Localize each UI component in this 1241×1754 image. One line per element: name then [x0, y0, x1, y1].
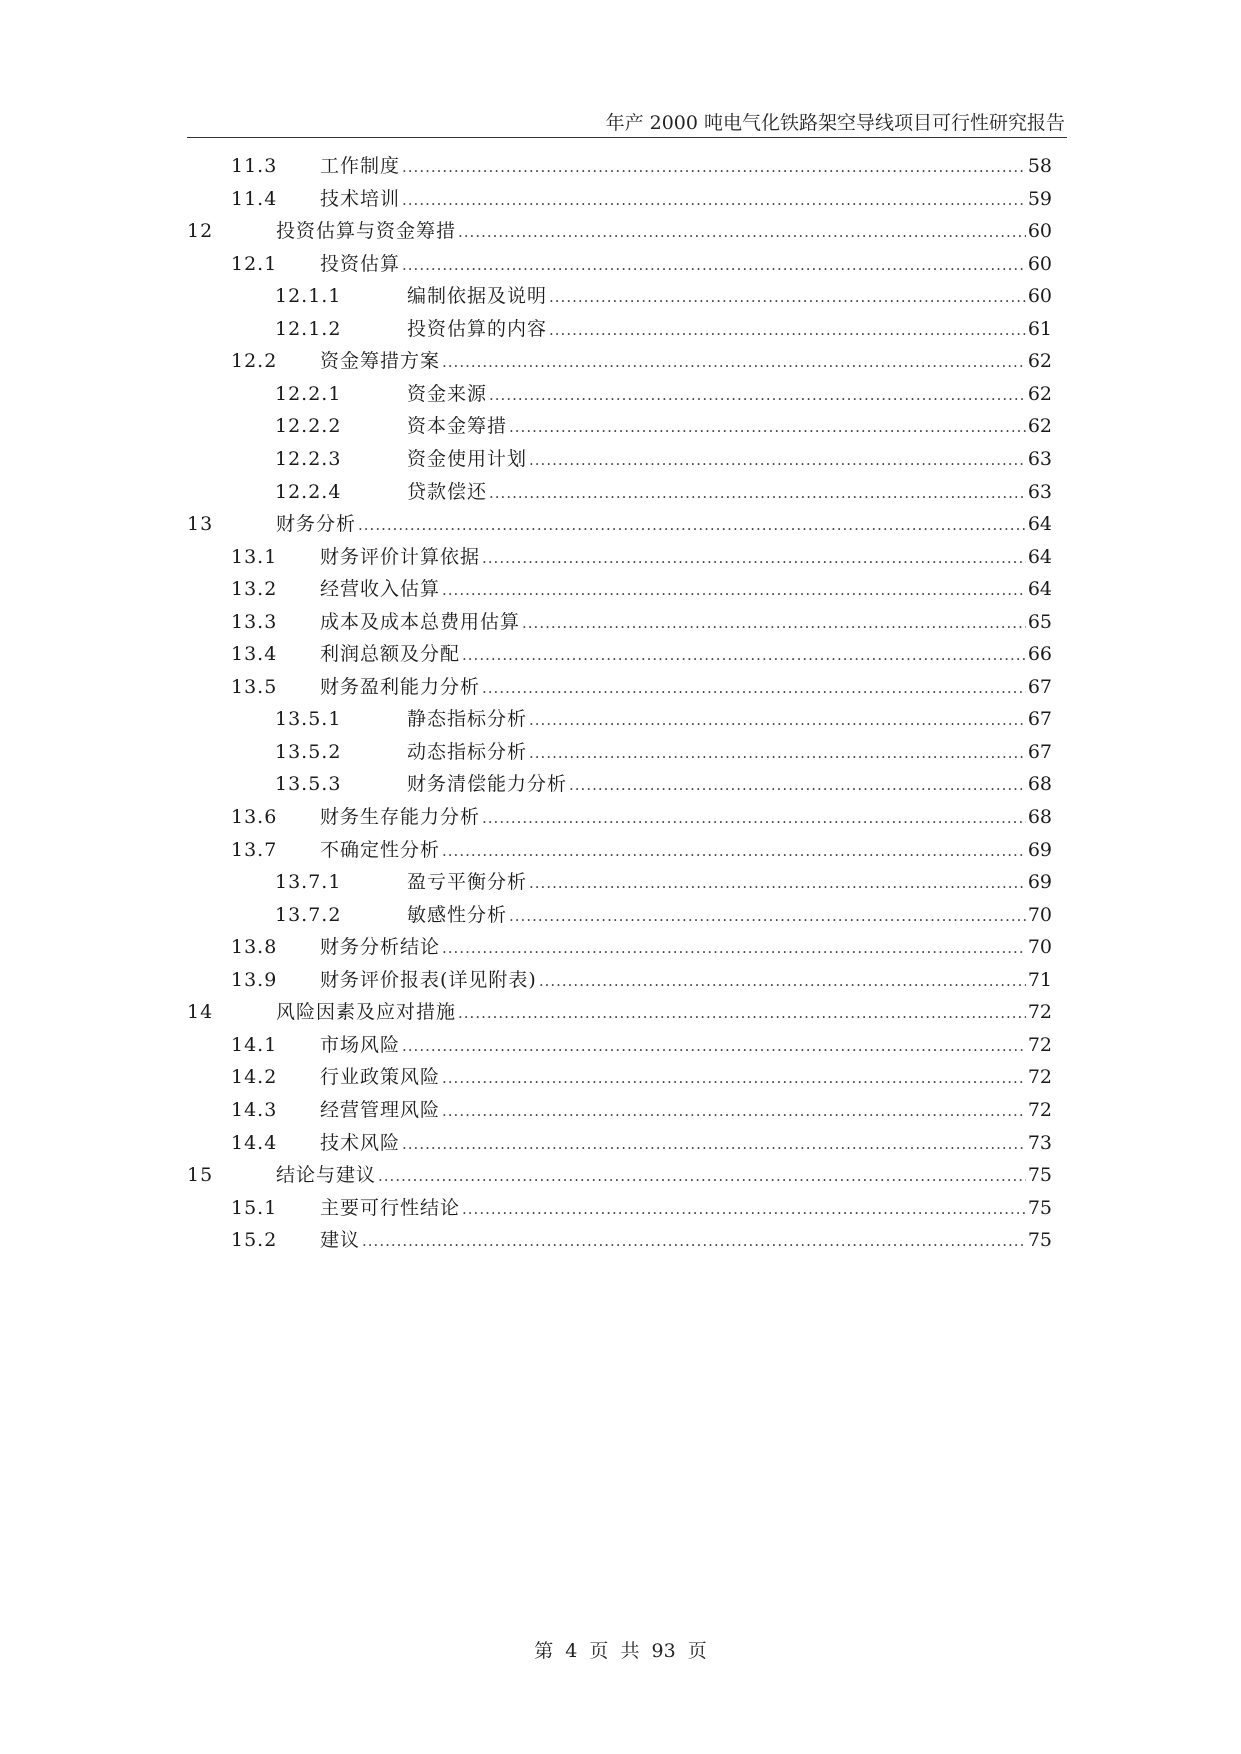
toc-entry-number: 13.7: [231, 838, 278, 861]
toc-entry-title: 结论与建议: [276, 1164, 377, 1187]
toc-entry-page-number: 65: [1027, 610, 1052, 633]
toc-dot-leader: [358, 512, 1026, 537]
toc-dot-leader: [442, 1065, 1026, 1090]
toc-entry-number: 12.2.2: [275, 415, 342, 438]
toc-entry-title: 财务评价计算依据: [320, 545, 481, 568]
toc-entry-title: 财务分析结论: [320, 936, 441, 959]
toc-dot-leader: [522, 610, 1026, 635]
toc-entry-page-number: 64: [1027, 545, 1052, 568]
toc-entry-title: 贷款偿还: [407, 480, 488, 503]
toc-entry-title: 资金使用计划: [407, 447, 528, 470]
toc-entry-page-number: 61: [1027, 317, 1052, 340]
toc-entry-page-number: 63: [1027, 447, 1052, 470]
toc-entry-number: 13: [187, 513, 214, 536]
toc-entry-title: 资金筹措方案: [320, 350, 441, 373]
toc-entry-title: 技术风险: [320, 1131, 401, 1154]
toc-entry-page-number: 62: [1027, 350, 1052, 373]
toc-entry-page-number: 72: [1027, 1033, 1052, 1056]
toc-entry-number: 13.6: [231, 806, 278, 828]
toc-entry[interactable]: [275, 772, 1052, 796]
toc-entry[interactable]: [275, 480, 1052, 504]
toc-entry-number: 14: [187, 1001, 214, 1024]
toc-entry-number: 12.2.3: [275, 447, 342, 470]
toc-entry[interactable]: [231, 805, 1052, 829]
toc-entry-number: 12.2.1: [275, 382, 342, 405]
toc-entry-number: 15.2: [231, 1229, 278, 1252]
toc-entry[interactable]: [231, 1098, 1052, 1122]
toc-dot-leader: [378, 1163, 1026, 1188]
toc-entry-title: 投资估算与资金筹措: [276, 220, 457, 243]
toc-entry-title: 技术培训: [320, 187, 401, 210]
toc-entry[interactable]: [187, 219, 1052, 243]
toc-entry[interactable]: [275, 903, 1052, 927]
toc-entry-page-number: 68: [1027, 806, 1052, 828]
toc-dot-leader: [362, 1228, 1026, 1253]
toc-entry-number: 13.8: [231, 936, 278, 959]
toc-dot-leader: [529, 707, 1026, 732]
toc-entry-number: 15: [187, 1164, 214, 1187]
toc-entry-number: 13.1: [231, 545, 278, 568]
toc-entry-page-number: 67: [1027, 740, 1052, 763]
toc-entry-title: 盈亏平衡分析: [407, 871, 528, 894]
toc-entry-title: 静态指标分析: [407, 708, 528, 731]
toc-entry-page-number: 69: [1027, 838, 1052, 861]
toc-entry-page-number: 75: [1027, 1229, 1052, 1252]
toc-entry-number: 12.2.4: [275, 480, 342, 503]
toc-entry-number: 12.1.1: [275, 285, 342, 308]
toc-entry-title: 不确定性分析: [320, 838, 441, 861]
toc-entry-page-number: 68: [1027, 773, 1052, 796]
toc-entry[interactable]: [231, 838, 1052, 862]
toc-entry-number: 13.5.1: [275, 708, 342, 731]
toc-dot-leader: [402, 154, 1026, 179]
toc-entry-number: 11.3: [231, 155, 278, 177]
toc-entry-number: 13.5.3: [275, 773, 342, 796]
toc-dot-leader: [402, 1033, 1026, 1058]
toc-entry-page-number: 75: [1027, 1164, 1052, 1187]
toc-entry-page-number: 70: [1027, 903, 1052, 926]
toc-dot-leader: [529, 870, 1026, 895]
toc-entry-page-number: 72: [1027, 1098, 1052, 1121]
toc-entry[interactable]: [231, 935, 1052, 959]
toc-entry[interactable]: [231, 1065, 1052, 1089]
toc-entry-page-number: 64: [1027, 513, 1052, 536]
toc-entry-title: 财务生存能力分析: [320, 806, 481, 828]
toc-dot-leader: [549, 284, 1026, 309]
toc-entry-number: 13.2: [231, 578, 278, 601]
toc-entry-number: 13.5.2: [275, 740, 342, 763]
toc-dot-leader: [402, 252, 1026, 277]
toc-entry[interactable]: [231, 154, 1052, 178]
toc-entry[interactable]: [231, 610, 1052, 634]
toc-dot-leader: [442, 349, 1026, 374]
toc-dot-leader: [458, 1000, 1026, 1025]
toc-dot-leader: [442, 838, 1026, 863]
toc-entry-number: 14.2: [231, 1066, 278, 1089]
toc-dot-leader: [569, 772, 1026, 797]
toc-entry-title: 投资估算的内容: [407, 317, 548, 340]
toc-entry-title: 市场风险: [320, 1033, 401, 1056]
toc-entry-page-number: 62: [1027, 415, 1052, 438]
toc-entry-number: 13.7.1: [275, 871, 342, 894]
toc-entry-page-number: 75: [1027, 1196, 1052, 1219]
toc-entry[interactable]: [275, 382, 1052, 406]
toc-entry[interactable]: [231, 545, 1052, 569]
toc-entry-number: 15.1: [231, 1196, 278, 1219]
toc-dot-leader: [509, 903, 1026, 928]
toc-dot-leader: [442, 1098, 1026, 1123]
toc-entry-title: 财务评价报表(详见附表): [320, 968, 537, 991]
toc-entry[interactable]: [231, 642, 1052, 666]
toc-entry[interactable]: [275, 447, 1052, 471]
toc-entry-title: 投资估算: [320, 252, 401, 275]
toc-entry-page-number: 59: [1027, 187, 1052, 210]
toc-entry-title: 动态指标分析: [407, 740, 528, 763]
toc-entry-number: 12.1: [231, 252, 278, 275]
toc-dot-leader: [529, 447, 1026, 472]
toc-entry-number: 13.4: [231, 643, 278, 666]
toc-entry-number: 13.7.2: [275, 903, 342, 926]
toc-entry[interactable]: [187, 512, 1052, 536]
toc-entry-page-number: 70: [1027, 936, 1052, 959]
toc-entry-title: 建议: [320, 1229, 361, 1252]
toc-entry-number: 13.9: [231, 968, 278, 991]
toc-dot-leader: [458, 219, 1026, 244]
toc-entry-number: 14.4: [231, 1131, 278, 1154]
toc-dot-leader: [442, 577, 1026, 602]
toc-entry-title: 成本及成本总费用估算: [320, 610, 521, 633]
toc-dot-leader: [482, 805, 1026, 830]
toc-entry[interactable]: [187, 1000, 1052, 1024]
toc-entry[interactable]: [275, 740, 1052, 764]
toc-entry-page-number: 71: [1027, 968, 1052, 991]
toc-entry[interactable]: [275, 707, 1052, 731]
toc-entry-number: 13.3: [231, 610, 278, 633]
toc-entry-page-number: 63: [1027, 480, 1052, 503]
toc-entry-page-number: 67: [1027, 708, 1052, 731]
document-header-title: 年产 2000 吨电气化铁路架空导线项目可行性研究报告: [605, 112, 1065, 134]
toc-dot-leader: [462, 642, 1026, 667]
toc-entry-number: 12.2: [231, 350, 278, 373]
toc-entry-page-number: 62: [1027, 382, 1052, 405]
toc-entry-page-number: 60: [1027, 252, 1052, 275]
toc-entry-title: 经营管理风险: [320, 1098, 441, 1121]
toc-entry-page-number: 67: [1027, 675, 1052, 698]
toc-entry-title: 经营收入估算: [320, 578, 441, 601]
toc-entry-number: 13.5: [231, 675, 278, 698]
toc-entry[interactable]: [275, 414, 1052, 438]
toc-entry-title: 编制依据及说明: [407, 285, 548, 308]
toc-entry-page-number: 60: [1027, 285, 1052, 308]
toc-entry-number: 12.1.2: [275, 317, 342, 340]
toc-dot-leader: [529, 740, 1026, 765]
toc-entry[interactable]: [231, 577, 1052, 601]
toc-entry[interactable]: [231, 1033, 1052, 1057]
header-divider: [187, 137, 1067, 138]
toc-entry-number: 14.3: [231, 1098, 278, 1121]
toc-entry[interactable]: [231, 349, 1052, 373]
toc-entry-page-number: 73: [1027, 1131, 1052, 1154]
toc-entry-page-number: 69: [1027, 871, 1052, 894]
toc-entry-page-number: 72: [1027, 1001, 1052, 1024]
toc-entry[interactable]: [275, 870, 1052, 894]
toc-entry-title: 风险因素及应对措施: [276, 1001, 457, 1024]
toc-entry-page-number: 64: [1027, 578, 1052, 601]
toc-dot-leader: [402, 1131, 1026, 1156]
toc-dot-leader: [489, 480, 1026, 505]
toc-entry-page-number: 66: [1027, 643, 1052, 666]
toc-dot-leader: [549, 317, 1026, 342]
toc-entry-title: 财务清偿能力分析: [407, 773, 568, 796]
toc-entry-page-number: 60: [1027, 220, 1052, 243]
toc-entry[interactable]: [231, 1228, 1052, 1252]
toc-entry-page-number: 58: [1027, 155, 1052, 177]
toc-entry-number: 12: [187, 220, 214, 243]
toc-entry-number: 11.4: [231, 187, 278, 210]
toc-entry[interactable]: [231, 252, 1052, 276]
toc-entry-title: 工作制度: [320, 155, 401, 177]
toc-entry-title: 主要可行性结论: [320, 1196, 461, 1219]
toc-entry[interactable]: [275, 284, 1052, 308]
toc-entry-title: 利润总额及分配: [320, 643, 461, 666]
toc-entry[interactable]: [231, 675, 1052, 699]
toc-entry[interactable]: [275, 317, 1052, 341]
page-footer: 第 4 页 共 93 页: [534, 1640, 707, 1662]
toc-entry-title: 行业政策风险: [320, 1066, 441, 1089]
toc-dot-leader: [539, 968, 1026, 993]
toc-entry-title: 财务盈利能力分析: [320, 675, 481, 698]
toc-dot-leader: [509, 414, 1026, 439]
toc-entry-title: 财务分析: [276, 513, 357, 536]
toc-entry[interactable]: [187, 1163, 1052, 1187]
toc-dot-leader: [482, 675, 1026, 700]
toc-dot-leader: [402, 187, 1026, 212]
toc-dot-leader: [482, 545, 1026, 570]
toc-dot-leader: [489, 382, 1026, 407]
toc-dot-leader: [442, 935, 1026, 960]
toc-entry[interactable]: [231, 187, 1052, 211]
toc-entry[interactable]: [231, 1196, 1052, 1220]
toc-entry[interactable]: [231, 1131, 1052, 1155]
toc-entry-page-number: 72: [1027, 1066, 1052, 1089]
toc-dot-leader: [462, 1196, 1026, 1221]
toc-entry-title: 敏感性分析: [407, 903, 508, 926]
toc-entry-number: 14.1: [231, 1033, 278, 1056]
toc-entry-title: 资本金筹措: [407, 415, 508, 438]
toc-entry-title: 资金来源: [407, 382, 488, 405]
toc-entry[interactable]: [231, 968, 1052, 992]
